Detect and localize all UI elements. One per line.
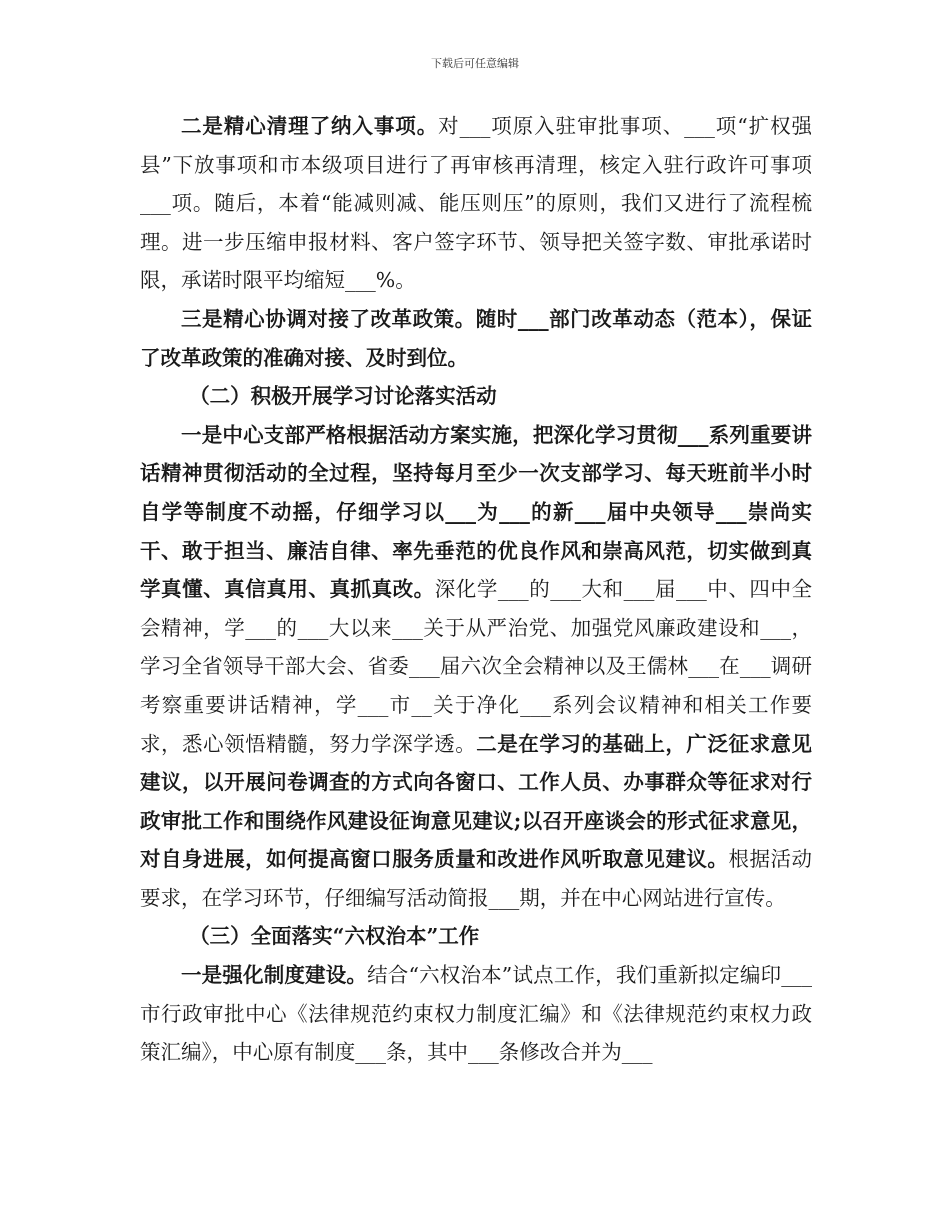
section-heading-2 (140, 377, 812, 416)
text-run: 一是强化制度建设。 (181, 963, 368, 988)
text-run: 对___项原入驻审批事项、___项“扩权强县”下放事项和市本级项目进行了再审核再清理，核定入驻行政许可事项___项。随后，本着“能减则减、能压则压”的原则，我们又进行了流程梳理。进一步压缩申报材料、客户签字环节、领导把关签字数、审批承诺时限，承诺时限平均缩短___%。 (140, 114, 813, 293)
document-body (140, 107, 812, 1072)
section-heading-3 (140, 917, 812, 956)
text-run: （三）全面落实“六权治本”工作 (189, 924, 480, 949)
para-3 (140, 416, 812, 918)
para-1 (140, 107, 812, 300)
text-run: 根据活动要求，在学习环节，仔细编写活动简报___期，并在中心网站进行宣传。 (140, 847, 813, 910)
text-run: 三是精心协调对接了改革政策。随时___部门改革动态（范本），保证了改革政策的准确对接、及时到位。 (140, 306, 812, 370)
text-run: 结合“六权治本”试点工作，我们重新拟定编印___市行政审批中心《法律规范约束权力制度汇编》和《法律规范约束权力政策汇编》，中心原有制度___条，其中___条修改合并为___ (140, 963, 812, 1065)
text-run: （二）积极开展学习讨论落实活动 (189, 384, 497, 409)
text-run: 深化学___的___大和___届___中、四中全会精神，学___的___大以来___关于从严治党、加强党风廉政建设和___，学习全省领导干部大会、省委___届六次全会精神以及王儒林___在___调研考察重要讲话精神，学___市__关于净化___系列会议精神和相关工作要求，悉心领悟精髓，努力学深学透。 (140, 577, 813, 756)
para-4 (140, 956, 812, 1072)
para-2 (140, 300, 812, 377)
text-run: 二是精心清理了纳入事项。 (181, 114, 439, 138)
page-header: 下载后可任意编辑 (431, 57, 519, 70)
text-run: 一是中心支部严格根据活动方案实施，把深化学习贯彻___系列重要讲话精神贯彻活动的全过程，坚持每月至少一次支部学习、每天班前半小时自学等制度不动摇，仔细学习以___为___的新___届中央领导___崇尚实干、敢于担当、廉洁自律、率先垂范的优良作风和崇高风范，切实做到真学真懂、真信真用、真抓真改。 (140, 422, 812, 602)
text-run: 二是在学习的基础上，广泛征求意见建议，以开展问卷调查的方式向各窗口、工作人员、办事群众等征求对行政审批工作和围绕作风建设征询意见建议;以召开座谈会的形式征求意见，对自身进展，如何提高窗口服务质量和改进作风听取意见建议。 (140, 731, 813, 872)
